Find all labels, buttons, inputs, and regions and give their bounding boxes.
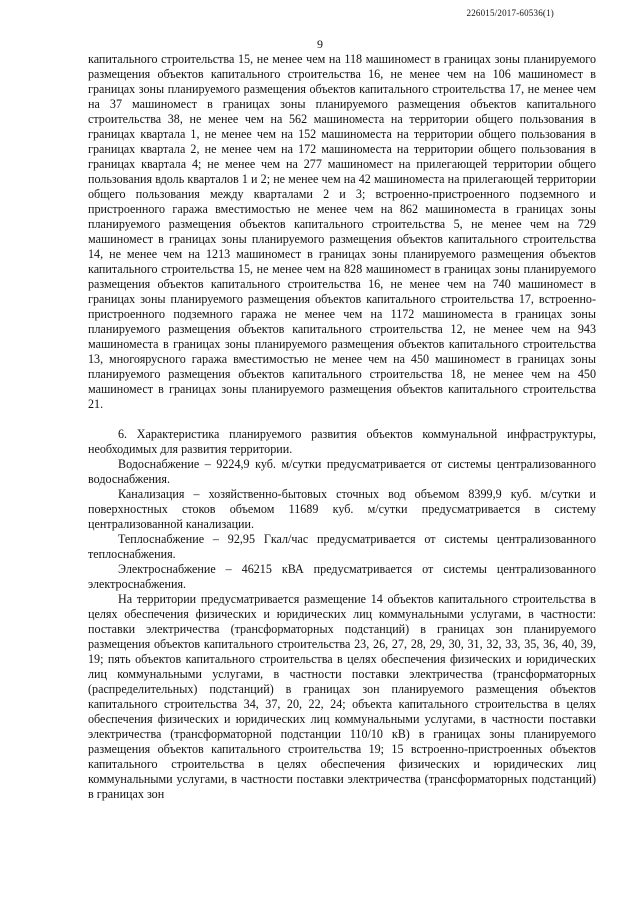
document-number: 226015/2017-60536(1) <box>466 8 554 18</box>
paragraph-heat-supply: Теплоснабжение – 92,95 Гкал/час предусматривается от системы централизованного теплоснабжения. <box>88 532 596 561</box>
paragraph-utility-objects: На территории предусматривается размещение 14 объектов капитального строительства в целях обеспечения физических и юридических лиц коммунальными услугами, в частности: поставки электричества (трансформаторных подстанций) в границах зон планируемого размещения объектов капитального строительства 23, 26, 27, 28, 29, 30, 31, 32, 33, 35, 36, 40, 39, 19; пять объектов капитального строительства в целях обеспечения физических и юридических лиц коммунальными услугами, в частности поставки электричества (трансформаторных (распределительных) подстанций) в границах зон планируемого размещения объектов капитального строительства 34, 37, 20, 22, 24; объекта капитального строительства в целях обеспечения физических и юридических лиц коммунальными услугами, в частности поставки электричества (трансформаторной подстанции 110/10 кВ) в границах зоны планируемого размещения объектов капитального строительства 19; 15 встроенно-пристроенных объектов капитального строительства в целях обеспечения физических и юридических лиц коммунальными услугами, в частности поставки электричества (трансформаторных подстанций) в границах зон <box>88 592 596 801</box>
paragraph-parking: капитального строительства 15, не менее чем на 118 машиномест в границах зоны планируемого размещения объектов капитального строительства 16, не менее чем на 106 машиномест в границах зоны планируемого размещения объектов капитального строительства 17, не менее чем на 37 машиномест в границах зоны планируемого размещения объектов капитального строительства 38, не менее чем на 562 машиноместа на территории общего пользования в границах квартала 1, не менее чем на 152 машиноместа на территории общего пользования в границах квартала 2, не менее чем на 172 машиноместа на территории общего пользования в границах квартала 4; не менее чем на 277 машиномест на прилегающей территории общего пользования вдоль кварталов 1 и 2; не менее чем на 42 машиноместа на прилегающей территории общего пользования между кварталами 2 и 3; встроенно-пристроенного подземного и пристроенного гаража вместимостью не менее чем на 862 машиноместа в границах зоны планируемого размещения объектов капитального строительства 5, не менее чем на 729 машиномест в границах зоны планируемого размещения объектов капитального строительства 14, не менее чем на 1213 машиномест в границах зоны планируемого размещения объектов капитального строительства 15, не менее чем на 828 машиномест в границах зоны планируемого размещения объектов капитального строительства 16, не менее чем на 740 машиномест в границах зоны планируемого размещения объектов капитального строительства 17, встроенно-пристроенного подземного гаража не менее чем на 1172 машиноместа в границах зоны планируемого размещения объектов капитального строительства 12, не менее чем на 943 машиноместа в границах зоны планируемого размещения объектов капитального строительства 13, многоярусного гаража вместимостью не менее чем на 450 машиномест в границах зоны планируемого размещения объектов капитального строительства 18, не менее чем на 450 машиномест в границах зоны планируемого размещения объектов капитального строительства 21. <box>88 52 596 411</box>
page-number: 9 <box>317 37 323 51</box>
section-heading-utilities: 6. Характеристика планируемого развития объектов коммунальной инфраструктуры, необходимых для развития территории. <box>88 427 596 456</box>
paragraph-water-supply: Водоснабжение – 9224,9 куб. м/сутки предусматривается от системы централизованного водоснабжения. <box>88 457 596 486</box>
paragraph-sewerage: Канализация – хозяйственно-бытовых сточных вод объемом 8399,9 куб. м/сутки и поверхностных стоков объемом 11689 куб. м/сутки предусматривается в систему централизованной канализации. <box>88 487 596 531</box>
paragraph-power-supply: Электроснабжение – 46215 кВА предусматривается от системы централизованного электроснабжения. <box>88 562 596 591</box>
